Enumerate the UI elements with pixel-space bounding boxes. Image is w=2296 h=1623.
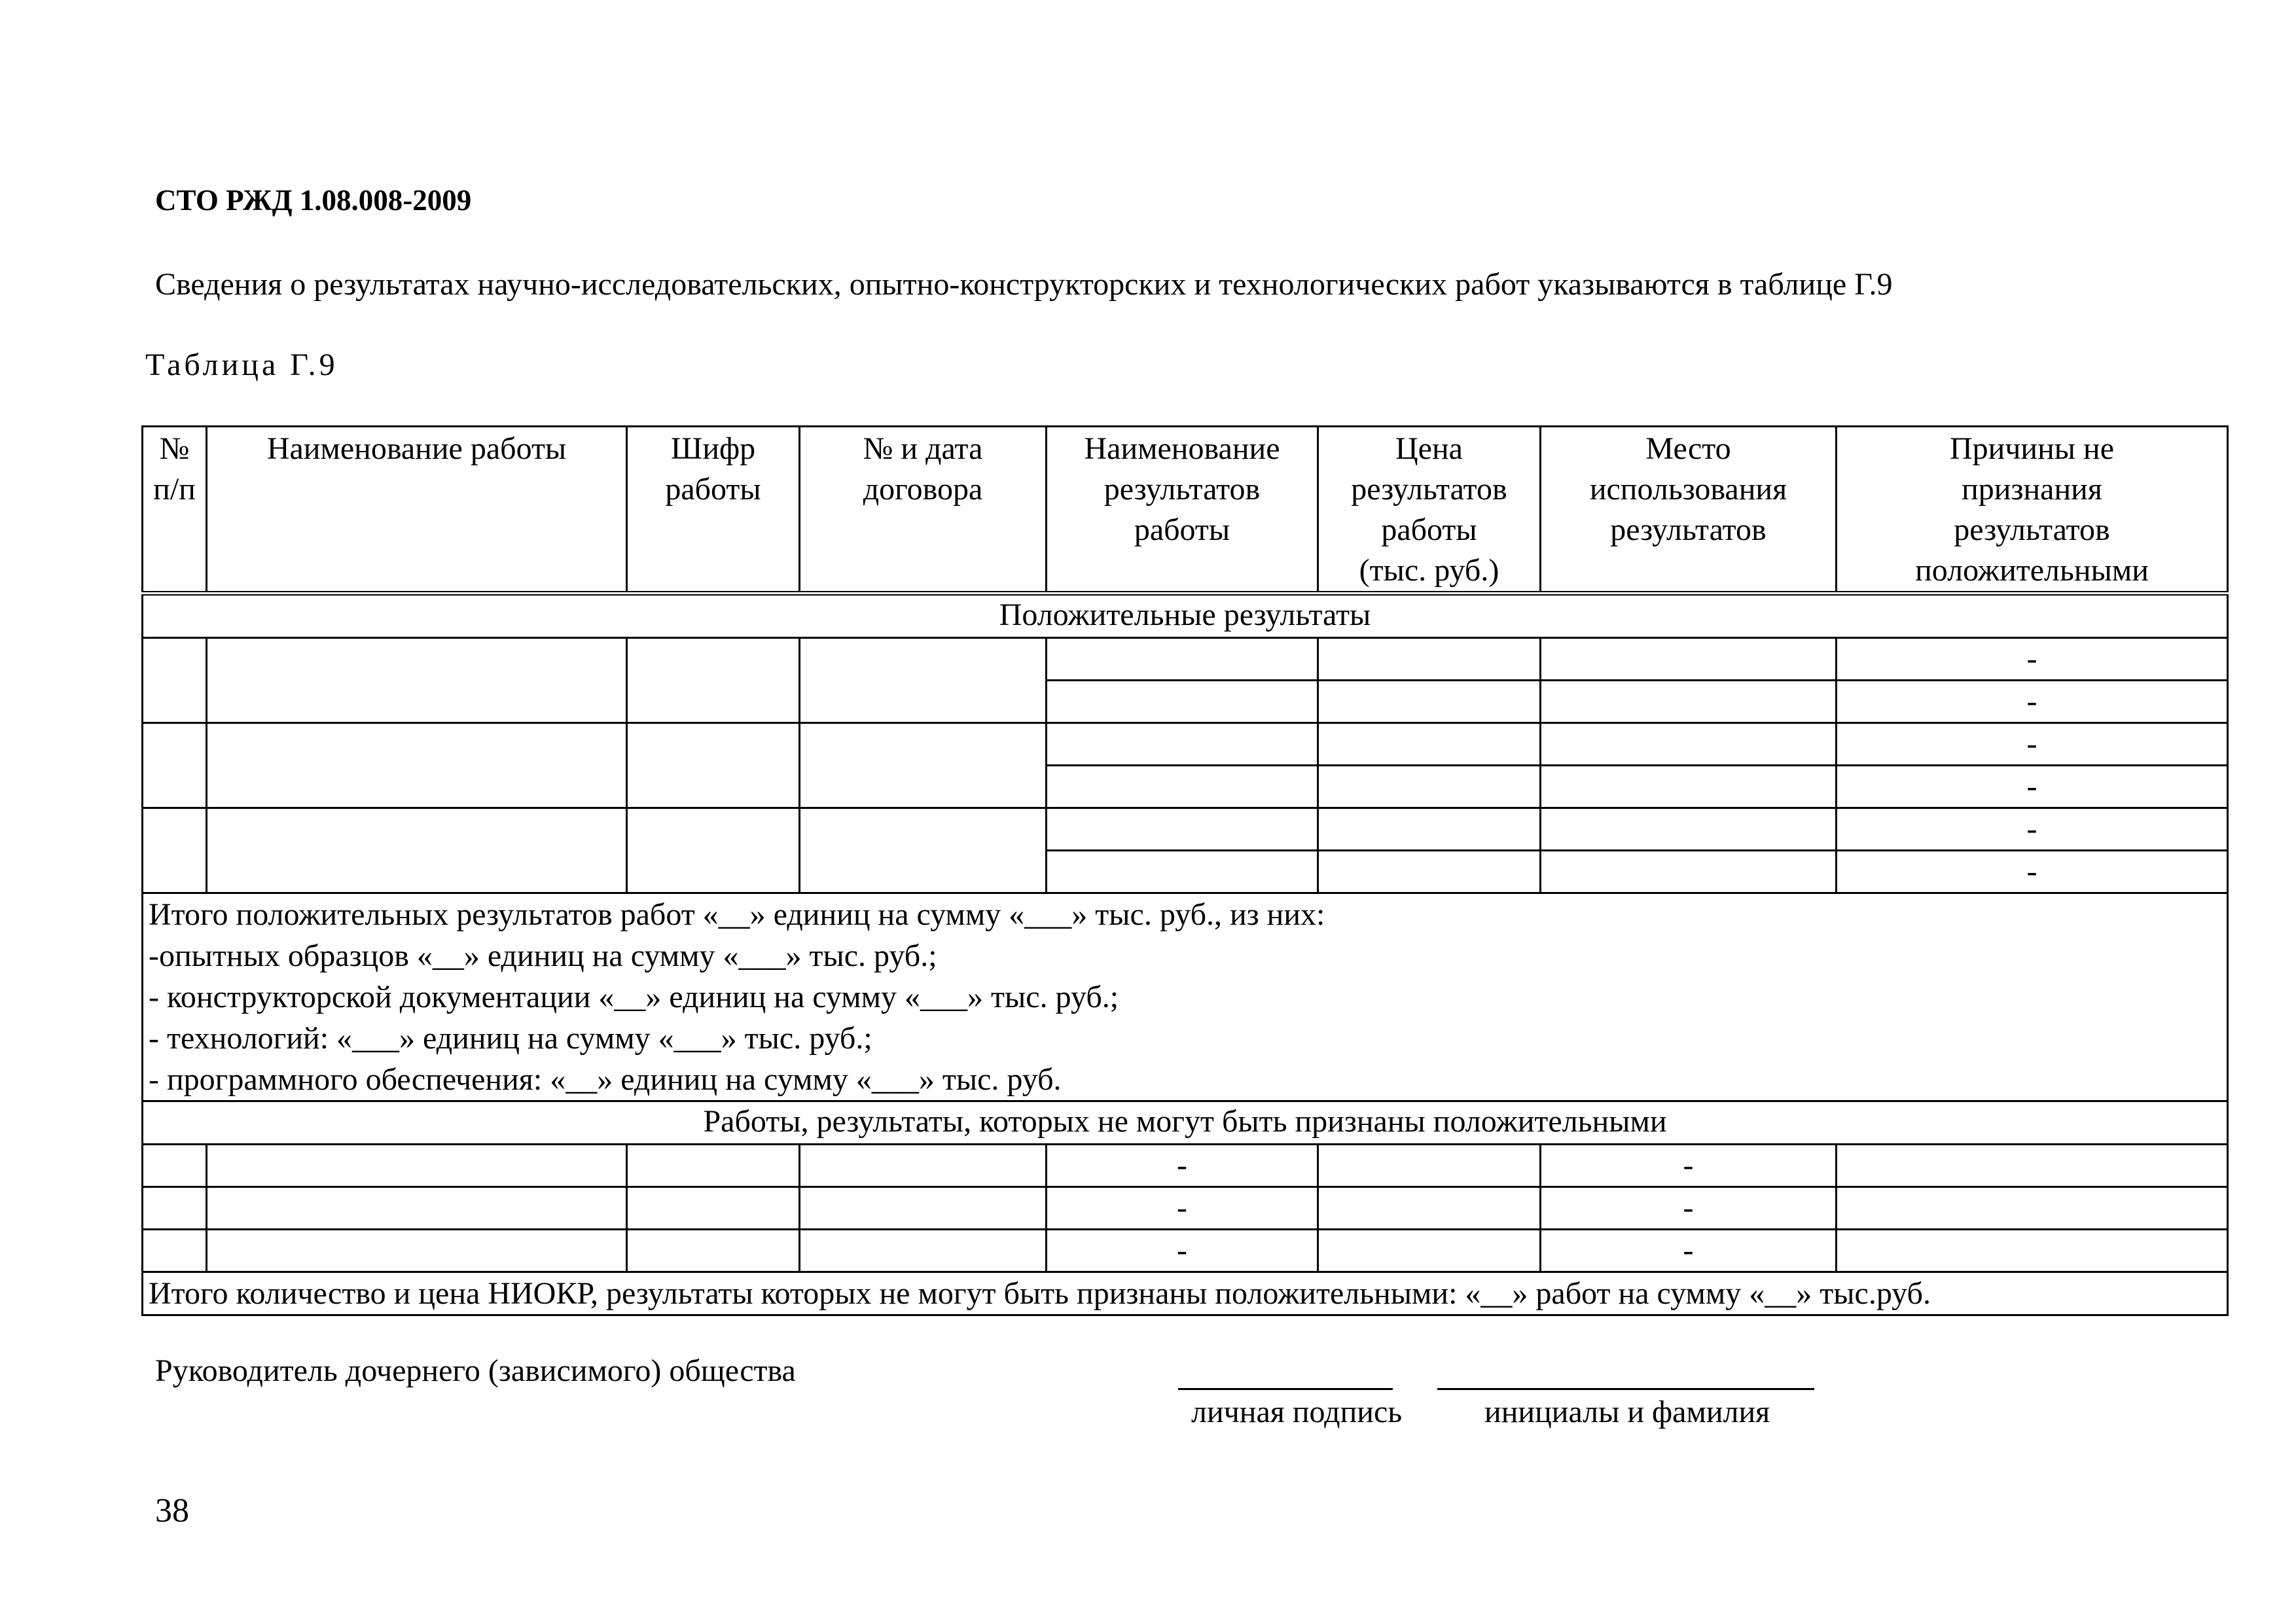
table-cell xyxy=(1047,723,1318,766)
total-positive-line: - технологий: «___» единиц на сумму «___» тыс. руб.; xyxy=(149,1021,872,1056)
table-cell xyxy=(1837,1187,2228,1230)
header-number: № п/п xyxy=(143,427,207,594)
table-cell xyxy=(800,723,1047,808)
table-cell xyxy=(207,1145,627,1187)
table-cell xyxy=(627,1187,800,1230)
section-positive-results: Положительные результаты xyxy=(143,594,2228,638)
table-cell xyxy=(627,808,800,893)
dash-cell: - xyxy=(1541,1187,1837,1230)
table-cell xyxy=(143,1230,207,1272)
table-cell xyxy=(800,808,1047,893)
dash-cell: - xyxy=(1837,723,2228,766)
table-cell xyxy=(1541,808,1837,851)
header-contract: № и дата договора xyxy=(800,427,1047,594)
table-cell xyxy=(1541,851,1837,893)
table-cell xyxy=(207,1187,627,1230)
total-positive-line: Итого положительных результатов работ «__» единиц на сумму «___» тыс. руб., из них: xyxy=(149,897,1325,932)
table-cell xyxy=(207,1230,627,1272)
table-cell xyxy=(1318,766,1541,808)
dash-cell: - xyxy=(1837,638,2228,681)
page-number: 38 xyxy=(155,1492,189,1529)
name-caption: инициалы и фамилия xyxy=(1484,1395,1770,1429)
header-price: Цена результатов работы (тыс. руб.) xyxy=(1318,427,1541,594)
table-cell xyxy=(143,1145,207,1187)
intro-paragraph: Сведения о результатах научно-исследовательских, опытно-конструкторских и технологических работ указываются в таблице Г.9 xyxy=(155,267,1893,302)
table-cell xyxy=(1047,808,1318,851)
table-cell xyxy=(1318,1230,1541,1272)
table-cell xyxy=(1318,1145,1541,1187)
table-cell xyxy=(1318,1187,1541,1230)
table-cell xyxy=(1837,1145,2228,1187)
dash-cell: - xyxy=(1047,1230,1318,1272)
table-cell xyxy=(1541,638,1837,681)
table-cell xyxy=(800,1145,1047,1187)
table-row xyxy=(143,1145,2228,1187)
table-row xyxy=(143,1230,2228,1272)
document-code: СТО РЖД 1.08.008-2009 xyxy=(155,184,472,217)
dash-cell: - xyxy=(1837,808,2228,851)
table-cell xyxy=(1541,723,1837,766)
dash-cell: - xyxy=(1837,766,2228,808)
signature-line xyxy=(1178,1388,1393,1390)
table-cell xyxy=(1047,638,1318,681)
table-cell xyxy=(1541,766,1837,808)
table-cell xyxy=(627,1145,800,1187)
header-usage-place: Место использования результатов xyxy=(1541,427,1837,594)
total-positive-line: - конструкторской документации «__» единиц на сумму «___» тыс. руб.; xyxy=(149,980,1119,1014)
table-cell xyxy=(143,1187,207,1230)
table-cell xyxy=(800,1187,1047,1230)
table-cell xyxy=(1318,638,1541,681)
header-work-code: Шифр работы xyxy=(627,427,800,594)
table-cell xyxy=(800,1230,1047,1272)
table-caption: Таблица Г.9 xyxy=(145,348,338,382)
table-cell xyxy=(627,1230,800,1272)
total-positive-line: -опытных образцов «__» единиц на сумму «___» тыс. руб.; xyxy=(149,938,937,973)
table-cell xyxy=(1318,681,1541,723)
table-cell xyxy=(1541,681,1837,723)
table-cell xyxy=(1047,851,1318,893)
section-negative-results: Работы, результаты, которых не могут быть признаны положительными xyxy=(143,1101,2228,1145)
header-result-name: Наименование результатов работы xyxy=(1047,427,1318,594)
results-table xyxy=(141,425,2229,1316)
dash-cell: - xyxy=(1837,681,2228,723)
dash-cell: - xyxy=(1541,1145,1837,1187)
table-cell xyxy=(207,638,627,723)
table-cell xyxy=(1318,808,1541,851)
dash-cell: - xyxy=(1837,851,2228,893)
dash-cell: - xyxy=(1047,1145,1318,1187)
table-cell xyxy=(143,723,207,808)
dash-cell: - xyxy=(1047,1187,1318,1230)
name-line xyxy=(1437,1388,1814,1390)
table-cell xyxy=(800,638,1047,723)
table-cell xyxy=(1047,681,1318,723)
header-row xyxy=(143,427,2228,594)
table-cell xyxy=(1047,766,1318,808)
total-negative-summary: Итого количество и цена НИОКР, результаты которых не могут быть признаны положительными: «__» работ на сумму «__» тыс.руб. xyxy=(143,1272,2228,1315)
table-row xyxy=(143,808,2228,851)
signature-caption: личная подпись xyxy=(1191,1395,1403,1429)
header-reasons: Причины не признания результатов положительными xyxy=(1837,427,2228,594)
table-cell xyxy=(1837,1230,2228,1272)
table-cell xyxy=(1318,723,1541,766)
table-cell xyxy=(143,808,207,893)
table-row xyxy=(143,638,2228,681)
table-row xyxy=(143,723,2228,766)
header-work-name: Наименование работы xyxy=(207,427,627,594)
table-row xyxy=(143,1187,2228,1230)
total-positive-line: - программного обеспечения: «__» единиц на сумму «___» тыс. руб. xyxy=(149,1062,1062,1097)
total-positive-summary xyxy=(143,893,2228,1101)
table-cell xyxy=(1318,851,1541,893)
signature-label: Руководитель дочернего (зависимого) общества xyxy=(155,1353,796,1388)
dash-cell: - xyxy=(1541,1230,1837,1272)
table-cell xyxy=(143,638,207,723)
table-cell xyxy=(627,723,800,808)
table-cell xyxy=(627,638,800,723)
table-cell xyxy=(207,808,627,893)
table-cell xyxy=(207,723,627,808)
